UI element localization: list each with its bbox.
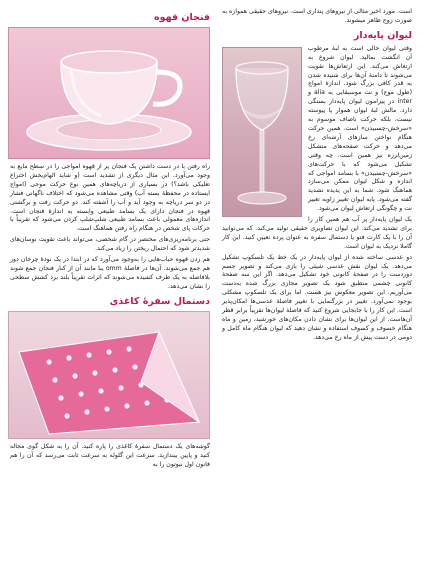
cup-text-2: حتی برنامه‌ریزی‌های مختصر در گام شخصی، می‌تواند باعث تقویت نوسان‌های شدیدتر شود که احتمال ریختن را زیاد می‌کند. — [10, 236, 210, 253]
paper-napkin-photo — [8, 311, 210, 439]
intro-paragraph: است. مورد اخیر مثالی از نیروهای پنداری است. نیروهای حقیقی همواره به صورت زوج ظاهر میشوند. — [222, 8, 412, 24]
left-column — [10, 8, 210, 471]
wine-glass-photo — [222, 47, 302, 217]
napkin-text-1: گوشه‌های یک دستمال سفرهٔ کاغذی را پاره کنید. آن را به شکل گوی مجاله کنید و پایین بیندازید. سرعت این گلوله به سرعت ثابت می‌رسد که آن را هم قانون اول نیوتون را به — [10, 442, 210, 468]
cup-text-1: راه رفتن با در دست داشتن یک فنجان پر از قهوه امواجی را در سطح مایع به وجود می‌آورد. این مثال دیگری از تشدید است (و شاید الهام‌بخش اختراع تعلیکی باشد؟) در بسیاری از دریاچه‌های همین نوع حرکت موجی (امواج ایستاده در محفظهٔ بسته آب) وقتی مشاهده می‌شود که اختلاف ناگهانی فشار در دو سر دریاچه به وجود آید و آب را آشفته کند. دو حرکت رفت و برگشتی قهوه در فنجان دارای یک بسامد طبیعی وابسته به اندازهٔ فنجان است. اندازه‌های معمولی باعث بسامد طبیعی شلپ‌شلپ کردن می‌شود که تقریباً با حرکات پای شخص در هنگام راه رفتن هماهنگ است. — [10, 163, 210, 233]
cup-heading: فنجان قهوه — [154, 12, 210, 23]
napkin-heading: دستمال سفرهٔ کاغذی — [109, 295, 210, 307]
wine-glass-text-3: دو عدسی ساخته شده از لیوان پایه‌دار در یک خط یک تلسکوپ تشکیل می‌دهد. یک لیوان نقش عدسی شیئی را بازی می‌کند و تصویر جسم دوردست را در صفحهٔ کانونی خود تشکیل می‌دهد. اگر این سه صفحهٔ کانونی چشمی منطبق شود یک تصویر مجازی بزرگ شده به‌دست می‌آوریم. این تصویر معکوس نیز هست. اما برای یک تلسکوپ مشکلی بوجود نمی‌آورد. تغییر در بزرگنمایی با تغییر فاصلهٔ عدسی‌ها امکان‌پذیر است. این کار را با جابجایی شروع کنید که فاصلهٔ لیوان‌ها تقریباً برابر قطر آن‌هاست. از این لیوان‌ها برای نشان دادن مکان‌های خورشید، زمین و ماه هنگام خسوف و کسوف استفاده و نشان دهید که لیوان هنگام ماه کامل و دومی در دست پیش از ماه رخ می‌دهد. — [222, 253, 412, 341]
wine-glass-heading: لیوان پایه‌دار — [353, 29, 412, 41]
cup-text-3: هم زدن قهوه حباب‌هایی را به‌وجود می‌آورد که در ابتدا در یک نودهٔ چرخان دور هم جمع می‌شوند. آن‌ها در فاصلهٔ omm یبا مانند آن از کنار فنجان جمع شوند بلافاصله به یک طرف کشیده می‌شوند که اثرات تقریباً بلند برد کشش سطحی را نشان می‌دهد. — [10, 256, 210, 290]
cup-and-saucer-photo — [8, 27, 210, 159]
wine-glass-text-1: وقتی لیوان خالی است به لبهٔ مرطوب آن انگشت بمالید. لیوان شروع به ارتعاش می‌کند. این ارتعاش‌ها تقویت می‌شوند تا دامنهٔ آن‌ها برای شنیده شدن به قدر کافی بزرگ شود. اندازهٔ امواج (طول موج) و نت موسیقایی به alia و inter در پیرامون لیوان پایه‌دار بستگی دارد. مالش لبهٔ لیوان هموار یا پیوسته نیست، بلکه حرکت ناصاف موسوم به «سرخش-چسبیدن» است. همین حرکت هنگام نواختن سازهای آرشه‌ای رخ می‌دهد و حرکت صفحه‌های متشکل زمین‌لرزه نیز همین است. چه وقتی تشکیل می‌شود که با حرکت‌های «سرخش-چسبیدن» با بسامد امواجی که اندازه و شکل لیوان ممکن می‌سازد هماهنگ شود. شما به این پدیده تشدید گفته می‌شود. پایه لیوان تغییر زاویه تغییر نت و چگونگی ارتعاش لیوان می‌شود. — [308, 44, 412, 213]
wine-glass-text-2: یک لیوان پایه‌دار پر آب هم همین کار را برای تشدید می‌کند. این لیوان تصاویری حقیقی تولید می‌کند. که می‌توانید آن را با یک کارت فتو یا دستمال سفره به عنوان پرده تعیین کنید. این کار گاملا نزدیک به لیوان است. — [222, 216, 412, 250]
right-column — [222, 8, 412, 345]
